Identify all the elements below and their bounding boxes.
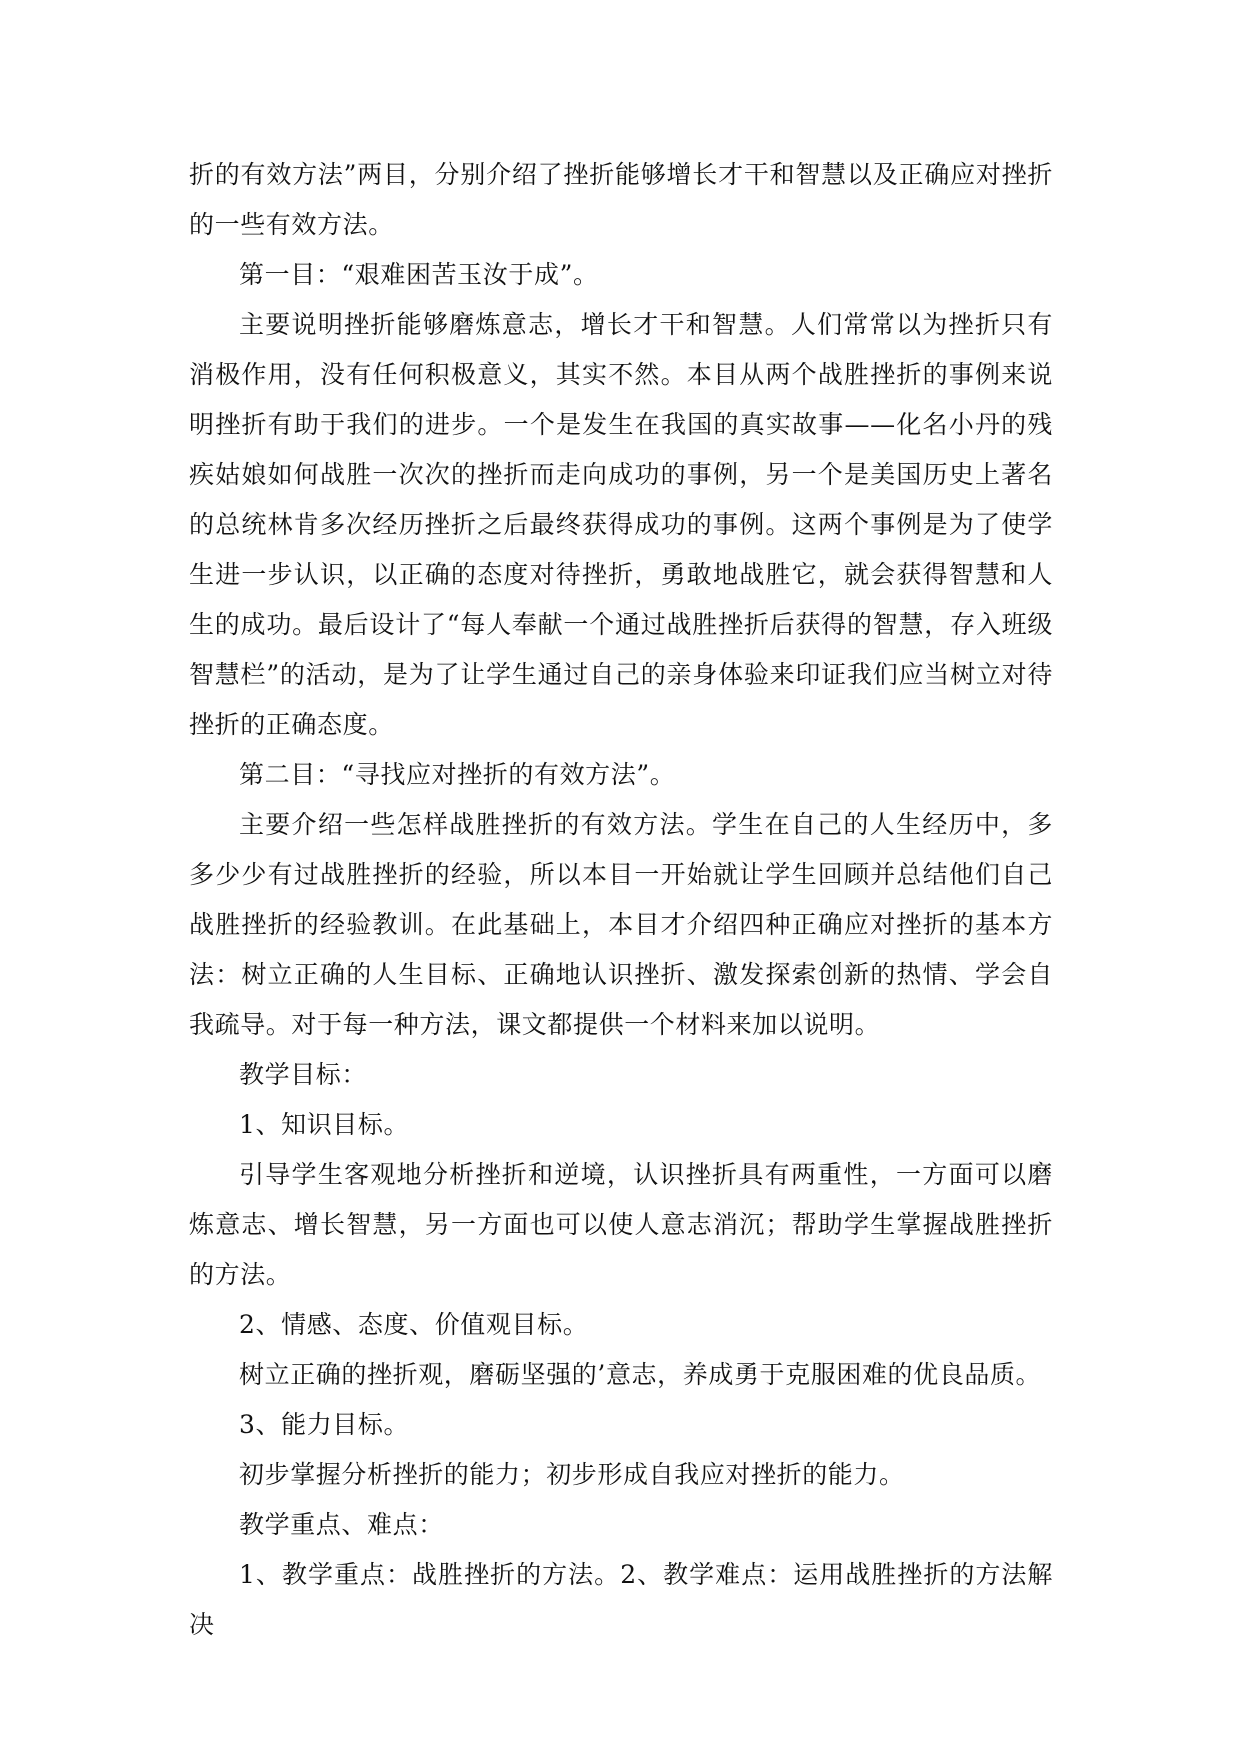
paragraph-continuation: 折的有效方法”两目，分别介绍了挫折能够增长才干和智慧以及正确应对挫折的一些有效方法。	[189, 160, 1053, 239]
paragraph-ability-goal: 初步掌握分析挫折的能力；初步形成自我应对挫折的能力。	[239, 1460, 905, 1489]
heading-teaching-goals: 教学目标：	[239, 1060, 368, 1089]
heading-key-points: 教学重点、难点：	[239, 1510, 444, 1539]
document-body	[189, 150, 1053, 1650]
paragraph-emotion-goal: 树立正确的挫折观，磨砺坚强的’意志，养成勇于克服困难的优良品质。	[239, 1360, 1042, 1389]
paragraph-key-points: 1、教学重点：战胜挫折的方法。2、教学难点：运用战胜挫折的方法解决	[189, 1560, 1053, 1639]
paragraph-first-item-body: 主要说明挫折能够磨炼意志，增长才干和智慧。人们常常以为挫折只有消极作用，没有任何积极意义，其实不然。本目从两个战胜挫折的事例来说明挫折有助于我们的进步。一个是发生在我国的真实故事——化名小丹的残疾姑娘如何战胜一次次的挫折而走向成功的事例，另一个是美国历史上著名的总统林肯多次经历挫折之后最终获得成功的事例。这两个事例是为了使学生进一步认识，以正确的态度对待挫折，勇敢地战胜它，就会获得智慧和人生的成功。最后设计了“每人奉献一个通过战胜挫折后获得的智慧，存入班级智慧栏”的活动，是为了让学生通过自己的亲身体验来印证我们应当树立对待挫折的正确态度。	[189, 310, 1053, 739]
section-heading-first-item: 第一目：“艰难困苦玉汝于成”。	[239, 260, 599, 289]
section-heading-second-item: 第二目：“寻找应对挫折的有效方法”。	[239, 760, 676, 789]
paragraph-knowledge-goal: 引导学生客观地分析挫折和逆境，认识挫折具有两重性，一方面可以磨炼意志、增长智慧，另一方面也可以使人意志消沉；帮助学生掌握战胜挫折的方法。	[189, 1160, 1053, 1289]
heading-knowledge-goal: 1、知识目标。	[239, 1110, 410, 1139]
paragraph-second-item-body: 主要介绍一些怎样战胜挫折的有效方法。学生在自己的人生经历中，多多少少有过战胜挫折的经验，所以本目一开始就让学生回顾并总结他们自己战胜挫折的经验教训。在此基础上，本目才介绍四种正确应对挫折的基本方法：树立正确的人生目标、正确地认识挫折、激发探索创新的热情、学会自我疏导。对于每一种方法，课文都提供一个材料来加以说明。	[189, 810, 1053, 1039]
heading-emotion-goal: 2、情感、态度、价值观目标。	[239, 1310, 589, 1339]
heading-ability-goal: 3、能力目标。	[239, 1410, 410, 1439]
